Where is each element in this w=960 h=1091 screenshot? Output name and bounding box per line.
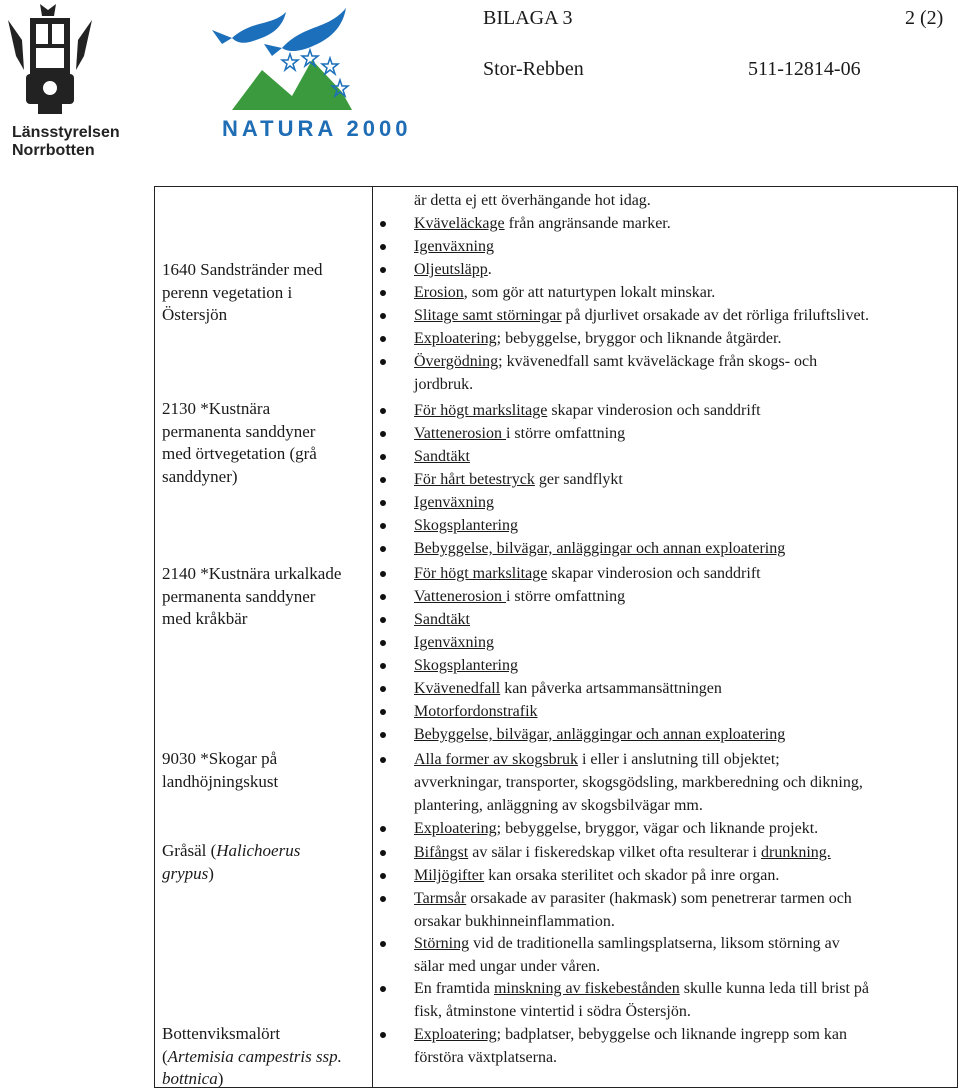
- bullet-icon: [380, 873, 386, 879]
- bullet-icon: [380, 709, 386, 715]
- threat-line: [414, 422, 625, 445]
- threat-keyword: Slitage samt störningar: [414, 307, 562, 324]
- threat-keyword: Tarmsår: [414, 890, 467, 907]
- bullet-icon: [380, 523, 386, 529]
- habitat-line: 9030 *Skogar på: [162, 749, 278, 768]
- bullet-icon: [380, 1032, 386, 1038]
- appendix-label: BILAGA 3: [483, 7, 573, 29]
- threat-line: [414, 631, 494, 654]
- threat-keyword: Vattenerosion: [414, 425, 506, 442]
- organization-name-line1: Länsstyrelsen: [12, 124, 120, 141]
- habitat-line: Östersjön: [162, 305, 228, 324]
- threat-keyword: Bebyggelse, bilvägar, anläggingar och annan exploatering: [414, 726, 786, 743]
- threat-line: [414, 910, 615, 933]
- site-name: Stor-Rebben: [483, 58, 584, 80]
- threat-keyword: Exploatering;: [414, 820, 502, 837]
- habitat-cell-2130: [162, 398, 367, 488]
- threat-line: [414, 841, 831, 864]
- bullet-icon: [380, 826, 386, 832]
- threat-text: ger sandflykt: [534, 471, 623, 488]
- bullet-icon: [380, 359, 386, 365]
- threat-text: på djurlivet orsakade av det rörliga friluftslivet.: [561, 307, 869, 324]
- column-divider: [372, 186, 373, 1088]
- bullet-icon: [380, 267, 386, 273]
- bullet-icon: [380, 640, 386, 646]
- threat-line: [414, 1000, 691, 1023]
- threat-text: av sälar i fiskeredskap vilket ofta resulterar i drunkning.: [468, 844, 831, 861]
- bullet-icon: [380, 336, 386, 342]
- habitat-line: Bottenviksmalört: [162, 1024, 281, 1043]
- threat-line: [414, 608, 470, 631]
- bullet-icon: [380, 500, 386, 506]
- habitat-line: 1640 Sandstränder med: [162, 260, 323, 279]
- threat-keyword: Övergödning: [414, 353, 499, 370]
- threat-line: [414, 373, 473, 396]
- threat-line: [414, 1023, 847, 1046]
- organization-name: [12, 124, 122, 160]
- threat-line: [414, 1046, 557, 1069]
- threat-keyword: Exploatering: [414, 1026, 497, 1043]
- threat-keyword: Miljögifter: [414, 867, 485, 884]
- threat-text: skapar vinderosion och sanddrift: [547, 402, 761, 419]
- threat-line: [414, 562, 761, 585]
- bullet-icon: [380, 408, 386, 414]
- threat-keyword: Alla former av skogsbruk: [414, 751, 578, 768]
- threat-text: orsakade av parasiter (hakmask) som penetrerar tarmen och: [466, 890, 852, 907]
- threat-line: [414, 350, 817, 373]
- threat-keyword: Bebyggelse, bilvägar, anläggingar och annan exploatering: [414, 540, 786, 557]
- natura-2000-text: NATURA 2000: [222, 116, 412, 141]
- habitat-line: (Artemisia campestris ssp.: [162, 1046, 342, 1066]
- threat-line: [414, 399, 761, 422]
- threat-line: [414, 258, 492, 281]
- threat-text: sälar med ungar under våren.: [414, 958, 601, 975]
- threat-text: kan påverka artsammansättningen: [500, 680, 722, 697]
- threat-line: [414, 235, 494, 258]
- bullet-icon: [380, 663, 386, 669]
- threat-keyword: Erosion: [414, 284, 464, 301]
- threat-keyword: För högt markslitage: [414, 402, 548, 419]
- bullet-icon: [380, 477, 386, 483]
- threat-text: En framtida minskning av fiskebestånden skulle kunna leda till brist på: [414, 980, 870, 997]
- bullet-icon: [380, 941, 386, 947]
- threat-line: [414, 817, 818, 840]
- bullet-icon: [380, 896, 386, 902]
- threat-keyword: Kväveläckage: [414, 215, 505, 232]
- bullet-icon: [380, 454, 386, 460]
- bullet-icon: [380, 313, 386, 319]
- threat-text: fisk, åtminstone vintertid i södra Östersjön.: [414, 1003, 691, 1020]
- threat-text: skapar vinderosion och sanddrift: [547, 565, 761, 582]
- bullet-icon: [380, 617, 386, 623]
- threat-line: [414, 977, 869, 1000]
- bullet-icon: [380, 221, 386, 227]
- threat-keyword: Sandtäkt: [414, 611, 470, 628]
- threat-text: avverkningar, transporter, skogsgödsling, markberedning och dikning,: [414, 774, 863, 791]
- bullet-icon: [380, 757, 386, 763]
- threat-text: i eller i anslutning till objektet;: [577, 751, 780, 768]
- threat-text: ; badplatser, bebyggelse och liknande ingrepp som kan: [496, 1026, 848, 1043]
- bullet-icon: [380, 986, 386, 992]
- organization-name-line2: Norrbotten: [12, 142, 95, 159]
- threat-line: [414, 794, 703, 817]
- threat-line: [414, 887, 852, 910]
- threat-line: [414, 468, 623, 491]
- threat-text: orsakar bukhinneinflammation.: [414, 913, 615, 930]
- threat-keyword: Oljeutsläpp: [414, 261, 488, 278]
- bullet-icon: [380, 732, 386, 738]
- bullet-icon: [380, 594, 386, 600]
- threat-keyword: Kvävenedfall: [414, 680, 501, 697]
- bullet-icon: [380, 571, 386, 577]
- habitat-line: grypus): [162, 863, 214, 883]
- threat-line: [414, 537, 785, 560]
- threat-line: [414, 932, 840, 955]
- threat-keyword: Igenväxning: [414, 494, 494, 511]
- threat-line: [414, 864, 779, 887]
- threat-text: jordbruk.: [414, 376, 474, 393]
- threat-keyword: Bifångst: [414, 844, 469, 861]
- threat-line: [414, 281, 715, 304]
- habitat-line: bottnica): [162, 1069, 224, 1088]
- threat-line: [414, 327, 781, 350]
- threat-line: [414, 585, 625, 608]
- habitat-line: permanenta sanddyner: [162, 421, 316, 441]
- threat-text: i större omfattning: [505, 425, 626, 442]
- page-number: 2 (2): [905, 7, 944, 29]
- threat-keyword: För högt markslitage: [414, 565, 548, 582]
- bullet-icon: [380, 686, 386, 692]
- threat-text: .: [487, 261, 492, 278]
- habitat-cell-2140: [162, 563, 367, 631]
- habitat-line: sanddyner): [162, 466, 238, 486]
- habitat-cell-bottenviksmalort: [162, 1023, 367, 1091]
- threat-keyword: Skogsplantering: [414, 517, 518, 534]
- threat-keyword: Motorfordonstrafik: [414, 703, 538, 720]
- bullet-icon: [380, 290, 386, 296]
- habitat-line: med örtvegetation (grå: [162, 444, 317, 463]
- habitat-line: landhöjningskust: [162, 771, 279, 791]
- bullet-icon: [380, 546, 386, 552]
- threat-text: vid de traditionella samlingsplatserna, liksom störning av: [469, 935, 840, 952]
- habitat-line: perenn vegetation i: [162, 282, 293, 302]
- threat-keyword: Skogsplantering: [414, 657, 518, 674]
- habitat-line: 2130 *Kustnära: [162, 399, 271, 418]
- threat-line: [414, 700, 538, 723]
- threat-keyword: För hårt betestryck: [414, 471, 535, 488]
- threat-line: [414, 677, 722, 700]
- habitat-line: permanenta sanddyner: [162, 586, 316, 606]
- threat-line: [414, 955, 600, 978]
- threat-line: [414, 748, 780, 771]
- threat-keyword: Sandtäkt: [414, 448, 470, 465]
- threat-text: ; kvävenedfall samt kväveläckage från skogs- och: [498, 353, 818, 370]
- bullet-icon: [380, 244, 386, 250]
- threat-text: är detta ej ett överhängande hot idag.: [414, 192, 651, 209]
- threat-line: [414, 723, 785, 746]
- habitat-line: med kråkbär: [162, 609, 248, 628]
- bullet-icon: [380, 850, 386, 856]
- threat-text: plantering, anläggning av skogsbilvägar mm.: [414, 797, 703, 814]
- threat-line: [414, 654, 518, 677]
- threat-line: [414, 491, 494, 514]
- threat-line: [414, 445, 470, 468]
- bullet-icon: [380, 431, 386, 437]
- threat-text: förstöra växtplatserna.: [414, 1049, 558, 1066]
- threat-text: ; bebyggelse, bryggor och liknande åtgärder.: [496, 330, 782, 347]
- habitat-cell-grasal: [162, 840, 367, 885]
- threat-text: kan orsaka sterilitet och skador på inre organ.: [484, 867, 780, 884]
- threat-keyword: Igenväxning: [414, 634, 494, 651]
- habitat-cell-9030: [162, 748, 367, 793]
- threat-text: från angränsande marker.: [504, 215, 671, 232]
- threat-keyword: Vattenerosion: [414, 588, 506, 605]
- habitat-line: Gråsäl (Halichoerus: [162, 841, 301, 860]
- threat-text: i större omfattning: [505, 588, 626, 605]
- threat-line: [414, 771, 863, 794]
- threat-keyword: Störning: [414, 935, 470, 952]
- threat-text: bebyggelse, bryggor, vägar och liknande projekt.: [501, 820, 819, 837]
- threat-line: [414, 304, 869, 327]
- threat-keyword: Exploatering: [414, 330, 497, 347]
- habitat-line: 2140 *Kustnära urkalkade: [162, 564, 342, 583]
- threat-text: , som gör att naturtypen lokalt minskar.: [463, 284, 716, 301]
- threat-line: [414, 212, 671, 235]
- habitat-cell-1640: [162, 259, 367, 327]
- threat-keyword: Igenväxning: [414, 238, 494, 255]
- case-number: 511-12814-06: [748, 58, 861, 80]
- threat-line: [414, 514, 518, 537]
- threat-line: [414, 189, 651, 212]
